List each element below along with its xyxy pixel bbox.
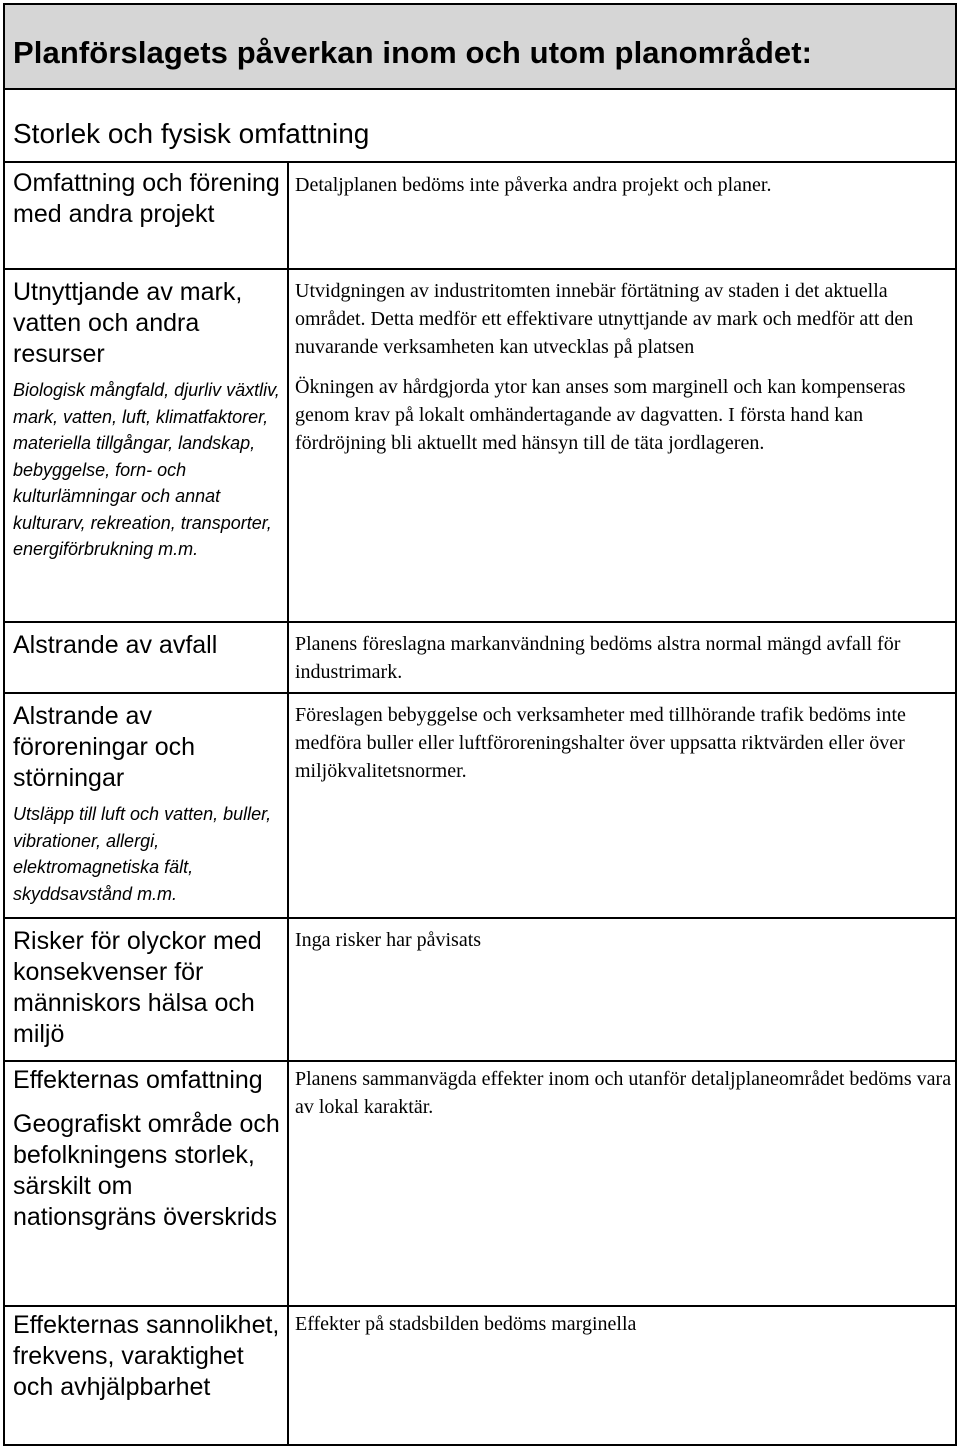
criterion-label: Risker för olyckor med konsekvenser för människors hälsa och miljö [13, 927, 262, 1048]
criterion-label: Alstrande av föroreningar och störningar [13, 702, 196, 792]
row-3-criterion [13, 630, 281, 661]
page-title: Planförslagets påverkan inom och utom planområdet: [13, 35, 813, 70]
row-5-assessment [295, 926, 955, 954]
criterion-description: Utsläpp till luft och vatten, buller, vibrationer, allergi, elektromagnetiska fält, skyddsavstånd m.m. [13, 804, 272, 904]
table-header [5, 5, 955, 90]
row-6-assessment [295, 1065, 955, 1121]
assessment-text: Föreslagen bebyggelse och verksamheter med tillhörande trafik bedöms inte medföra buller eller luftföroreningshalter över uppsatta riktvärden eller över miljökvalitetsnormer. [295, 704, 906, 782]
row-1-criterion [13, 168, 281, 230]
assessment-table [3, 3, 957, 1446]
row-7-assessment [295, 1310, 955, 1338]
criterion-label: Effekternas omfattning [13, 1066, 263, 1094]
criterion-label: Utnyttjande av mark, vatten och andra resurser [13, 278, 243, 368]
assessment-text: Effekter på stadsbilden bedöms marginella [295, 1313, 637, 1335]
assessment-text: Inga risker har påvisats [295, 929, 482, 951]
row-2-criterion [13, 277, 281, 563]
assessment-text: Utvidgningen av industritomten innebär förtätning av staden i det aktuella området. Detta medför ett effektivare utnyttjande av mark och medför att den nuvarande verksamheten kan utvecklas på platsen [295, 280, 914, 358]
row-5-criterion [13, 926, 281, 1050]
assessment-text: Detaljplanen bedöms inte påverka andra projekt och planer. [295, 174, 772, 196]
assessment-text: Ökningen av hårdgjorda ytor kan anses som marginell och kan kompenseras genom krav på lokalt omhändertagande av dagvatten. I första hand kan fördröjning bli aktuellt med hänsyn till de täta jordlageren. [295, 376, 906, 454]
row-4-assessment [295, 701, 955, 785]
assessment-text: Planens sammanvägda effekter inom och utanför detaljplaneområdet bedöms vara av lokal karaktär. [295, 1068, 952, 1118]
criterion-label: Omfattning och förening med andra projekt [13, 169, 280, 228]
row-divider [5, 268, 955, 270]
criterion-label: Alstrande av avfall [13, 631, 218, 659]
column-divider [287, 163, 289, 1444]
section-title: Storlek och fysisk omfattning [13, 118, 370, 149]
criterion-label: Effekternas sannolikhet, frekvens, varaktighet och avhjälpbarhet [13, 1311, 280, 1401]
row-divider [5, 1060, 955, 1062]
row-3-assessment [295, 630, 955, 686]
row-divider [5, 1305, 955, 1307]
row-1-assessment [295, 171, 955, 199]
assessment-text: Planens föreslagna markanvändning bedöms alstra normal mängd avfall för industrimark. [295, 633, 901, 683]
row-6-criterion [13, 1065, 281, 1233]
row-divider [5, 917, 955, 919]
row-7-criterion [13, 1310, 281, 1403]
row-4-criterion [13, 701, 281, 907]
criterion-description: Biologisk mångfald, djurliv växtliv, mark, vatten, luft, klimatfaktorer, materiella tillgångar, landskap, bebyggelse, forn- och kulturlämningar och annat kulturarv, rekreation, transporter, energiförbrukning m.m. [13, 380, 280, 559]
criterion-label-secondary: Geografiskt område och befolkningens storlek, särskilt om nationsgräns överskrids [13, 1110, 280, 1231]
row-divider [5, 621, 955, 623]
row-divider [5, 692, 955, 694]
section-heading [5, 90, 955, 163]
row-2-assessment [295, 277, 955, 457]
